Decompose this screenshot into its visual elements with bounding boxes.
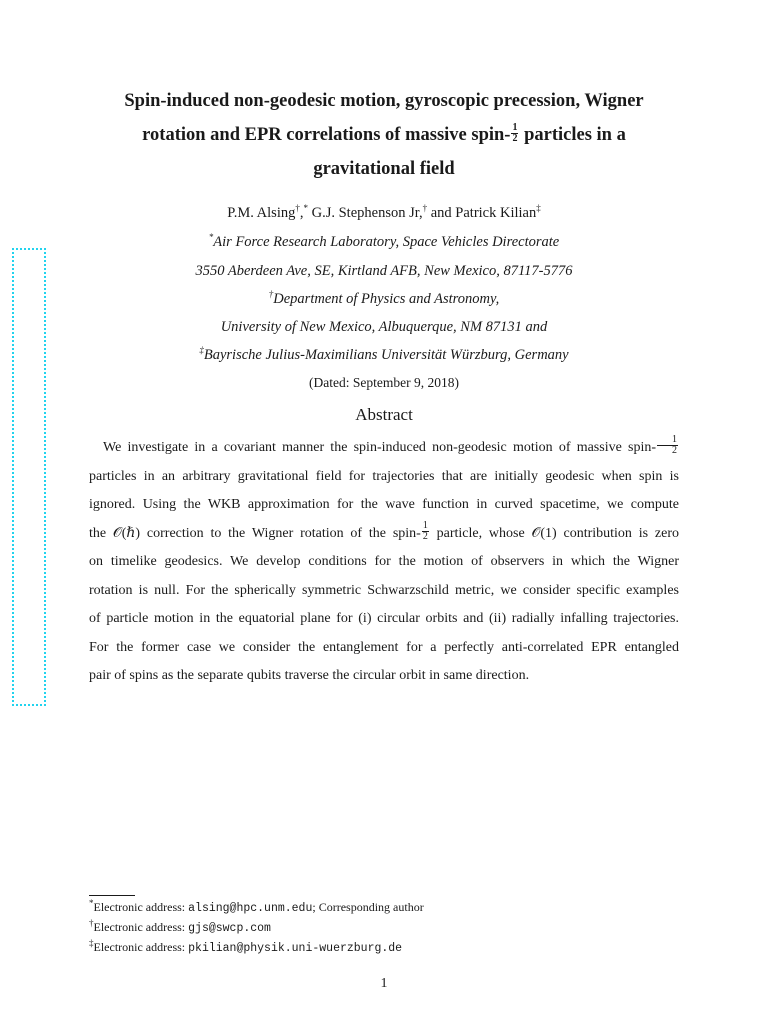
fraction-numerator: 1 [657,435,678,446]
author-conjunction: and [427,205,456,221]
footnote-label: Electronic address: [93,920,189,934]
abstract-heading: Abstract [355,405,413,424]
footnote [89,938,689,958]
arxiv-sidebar-stamp [12,248,46,706]
fraction-numerator: 1 [512,122,518,134]
footnotes [89,898,689,958]
abstract-line: pair of spins as the separate qubits traverse the circular orbit in same direction. [89,668,530,683]
title-line-1: Spin-induced non-geodesic motion, gyroscopic precession, Wigner [124,91,644,111]
affiliation-line [60,232,708,252]
author-name: G.J. Stephenson Jr, [311,205,423,221]
author-mark: * [303,203,308,214]
author-name: Patrick Kilian [455,205,537,221]
abstract-line [89,520,679,549]
author-mark: † [295,203,300,214]
author-mark: † [422,203,428,214]
affiliation-line [60,289,708,309]
affiliation-mark: * [208,232,214,243]
footnote-label: Electronic address: [93,900,189,914]
footnote-text: ; Corresponding author [312,900,424,914]
date-line: (Dated: September 9, 2018) [309,375,459,390]
fraction-denominator: 2 [512,133,518,145]
affiliation-mark: ‡ [199,345,204,356]
title-text: particles in a [519,125,626,145]
footnote [89,898,689,918]
fraction-numerator: 1 [422,519,428,531]
footnote-mark: * [89,898,94,908]
page-number: 1 [380,976,388,991]
author-mark: ‡ [536,203,541,214]
title-line-2 [60,118,708,152]
affiliation-line [60,261,708,281]
affiliation-text: Department of Physics and Astronomy, [273,291,500,307]
email-link[interactable]: pkilian@physik.uni-wuerzburg.de [188,942,403,955]
affiliation-mark: † [268,289,274,300]
affiliation-text: Bayrische Julius-Maximilians Universität Würzburg, Germany [203,347,569,363]
footnote [89,918,689,938]
abstract-text: the [89,525,113,541]
abstract-line: particles in an arbitrary gravitational field for trajectories that are initially geodesic when spin is [89,468,679,484]
email-link[interactable]: alsing@hpc.unm.edu [188,902,313,915]
affiliation-text: Air Force Research Laboratory, Space Vehicles Directorate [213,234,560,250]
title-text: rotation and EPR correlations of massive spin- [142,125,511,145]
affiliation-text: 3550 Aberdeen Ave, SE, Kirtland AFB, New Mexico, 87117-5776 [195,263,573,279]
math-expression: 𝒪(ℏ) [112,525,141,541]
author-name: P.M. Alsing [227,205,296,221]
fraction-denominator: 2 [672,445,677,457]
abstract-line [89,434,679,463]
footnote-rule [89,895,135,896]
email-link[interactable]: gjs@swcp.com [188,922,271,935]
footnote-mark: ‡ [89,938,94,948]
abstract-text: We investigate in a covariant manner the spin-induced non-geodesic motion of massive spin- [103,440,656,455]
affiliation-line [60,317,708,337]
footnote-label: Electronic address: [93,940,189,954]
paper-title [60,84,708,186]
abstract-line: For the former case we consider the entanglement for a perfectly anti-correlated EPR entangled [89,639,679,655]
abstract-text: correction to the Wigner rotation of the spin- [140,525,421,541]
abstract-line: on timelike geodesics. We develop conditions for the motion of observers in which the Wigner [89,554,679,569]
abstract-line: rotation is null. For the spherically symmetric Schwarzschild metric, we consider specific examples [89,582,679,598]
footnote-mark: † [89,918,94,928]
abstract-body [89,434,679,691]
abstract-text: particle, whose [429,525,532,541]
abstract-line: of particle motion in the equatorial plane for (i) circular orbits and (ii) radially infalling trajectories. [89,611,679,626]
fraction-half [511,123,518,144]
affiliation-line [60,345,708,365]
fraction-half [422,521,429,542]
title-line-3: gravitational field [313,159,455,179]
fraction-half [657,435,678,456]
abstract-text: contribution is zero [556,525,679,541]
author-list: P.M. Alsing†,* G.J. Stephenson Jr,† and Patrick Kilian‡ [227,203,541,221]
affiliation-text: University of New Mexico, Albuquerque, NM 87131 and [220,319,548,335]
math-expression: 𝒪(1) [531,525,557,541]
abstract-line: ignored. Using the WKB approximation for the wave function in curved spacetime, we compute [89,497,679,512]
fraction-denominator: 2 [422,530,428,542]
